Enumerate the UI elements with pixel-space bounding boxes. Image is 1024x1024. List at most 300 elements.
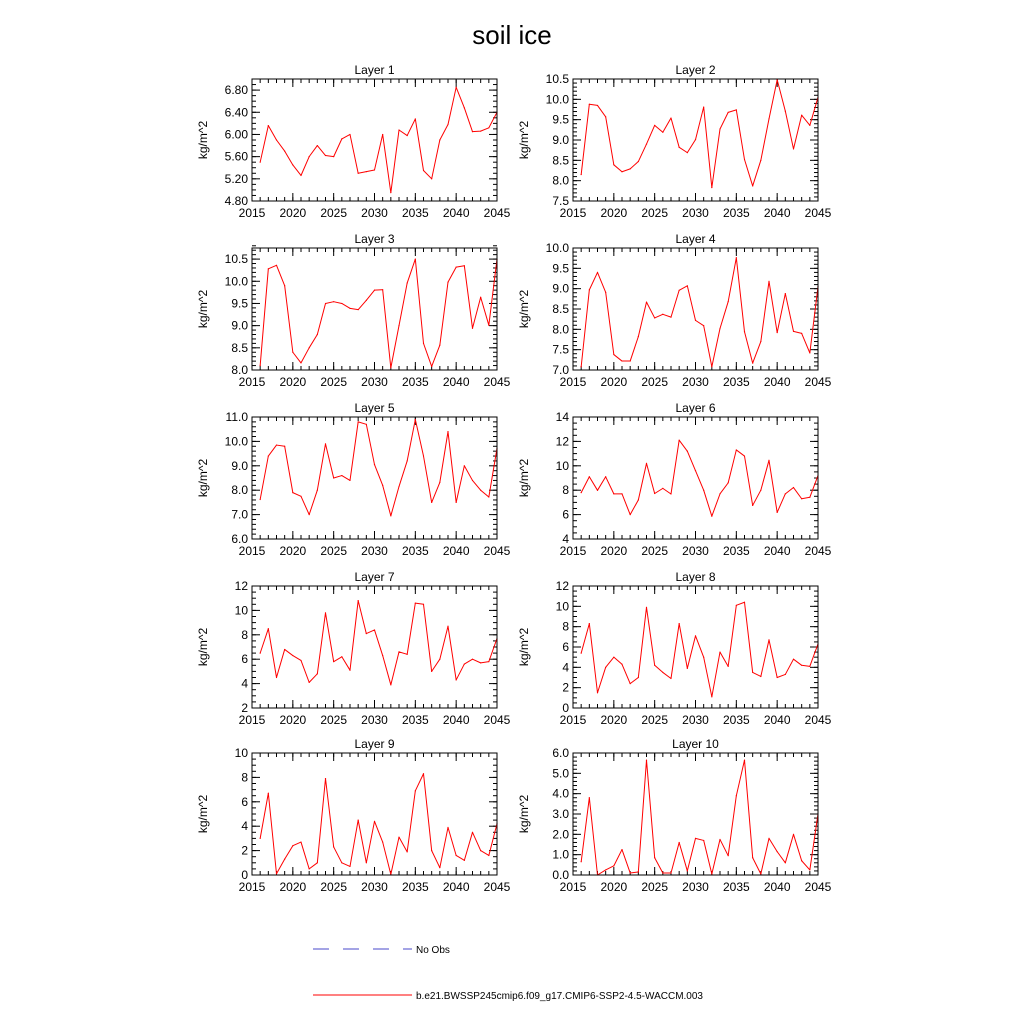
- data-point: [785, 862, 786, 863]
- data-point: [431, 671, 432, 672]
- y-tick-label: 0: [562, 701, 569, 715]
- series-line: [581, 258, 818, 367]
- data-point: [447, 282, 448, 283]
- y-tick-label: 6: [241, 652, 248, 667]
- y-tick-label: 12: [234, 579, 248, 593]
- y-axis-label: kg/m^2: [196, 458, 210, 498]
- data-point: [719, 128, 720, 129]
- data-point: [456, 679, 457, 680]
- data-point: [390, 684, 391, 685]
- x-tick-label: 2020: [600, 375, 628, 389]
- x-tick-label: 2025: [320, 375, 348, 389]
- data-point: [341, 656, 342, 657]
- y-tick-label: 7.5: [552, 342, 569, 357]
- data-point: [801, 498, 802, 499]
- data-point: [654, 857, 655, 858]
- data-point: [439, 345, 440, 346]
- panel-layer-7: [196, 570, 511, 727]
- y-tick-label: 4.0: [552, 786, 569, 801]
- x-tick-label: 2015: [559, 544, 587, 558]
- plot-frame: [252, 417, 497, 539]
- data-point: [638, 677, 639, 678]
- data-point: [736, 795, 737, 796]
- panel-title: Layer 8: [675, 570, 716, 584]
- data-point: [480, 490, 481, 491]
- data-point: [662, 488, 663, 489]
- data-point: [309, 514, 310, 515]
- data-point: [398, 486, 399, 487]
- data-point: [728, 112, 729, 113]
- data-point: [793, 331, 794, 332]
- data-point: [480, 297, 481, 298]
- data-point: [581, 861, 582, 862]
- panel-title: Layer 10: [672, 737, 719, 751]
- x-tick-label: 2020: [279, 713, 307, 727]
- data-point: [744, 760, 745, 761]
- data-point: [431, 178, 432, 179]
- data-point: [374, 290, 375, 291]
- data-point: [276, 139, 277, 140]
- data-point: [488, 855, 489, 856]
- x-tick-label: 2015: [559, 206, 587, 220]
- data-point: [646, 301, 647, 302]
- data-point: [670, 493, 671, 494]
- data-point: [423, 604, 424, 605]
- x-tick-label: 2045: [804, 206, 832, 220]
- data-point: [407, 654, 408, 655]
- data-point: [292, 164, 293, 165]
- data-point: [679, 440, 680, 441]
- data-point: [687, 870, 688, 871]
- series-line: [260, 774, 497, 875]
- data-point: [439, 867, 440, 868]
- y-tick-label: 10: [234, 746, 248, 760]
- data-point: [382, 655, 383, 656]
- data-point: [777, 332, 778, 333]
- data-point: [670, 117, 671, 118]
- data-point: [760, 341, 761, 342]
- x-tick-label: 2020: [279, 880, 307, 894]
- data-point: [621, 493, 622, 494]
- data-point: [325, 443, 326, 444]
- plot-frame: [573, 417, 818, 539]
- data-point: [793, 148, 794, 149]
- legend-no-obs-label: No Obs: [416, 945, 450, 956]
- x-tick-label: 2035: [722, 375, 750, 389]
- y-tick-label: 7.0: [231, 507, 248, 522]
- y-tick-label: 7.5: [552, 194, 569, 208]
- y-tick-label: 0: [241, 868, 248, 882]
- data-point: [439, 139, 440, 140]
- panel-layer-3: [196, 232, 511, 389]
- x-tick-label: 2045: [483, 375, 511, 389]
- data-point: [464, 663, 465, 664]
- data-point: [333, 156, 334, 157]
- data-point: [581, 492, 582, 493]
- data-point: [423, 773, 424, 774]
- data-point: [300, 496, 301, 497]
- y-tick-label: 5.0: [552, 766, 569, 781]
- data-point: [785, 493, 786, 494]
- y-tick-label: 7.0: [552, 363, 569, 377]
- x-tick-label: 2040: [763, 880, 791, 894]
- data-point: [456, 855, 457, 856]
- y-tick-label: 6: [241, 794, 248, 809]
- data-point: [447, 124, 448, 125]
- data-point: [752, 672, 753, 673]
- data-point: [744, 455, 745, 456]
- data-point: [292, 655, 293, 656]
- data-point: [415, 118, 416, 119]
- data-point: [736, 449, 737, 450]
- panel-title: Layer 4: [675, 232, 716, 246]
- x-tick-label: 2015: [238, 375, 266, 389]
- panel-title: Layer 2: [675, 63, 716, 77]
- plot-frame: [573, 248, 818, 370]
- x-tick-label: 2015: [238, 713, 266, 727]
- data-point: [366, 633, 367, 634]
- x-tick-label: 2030: [682, 713, 709, 727]
- y-tick-label: 10.5: [545, 72, 569, 86]
- data-point: [268, 628, 269, 629]
- panel-title: Layer 5: [354, 401, 395, 415]
- data-point: [480, 850, 481, 851]
- data-point: [431, 502, 432, 503]
- data-point: [415, 790, 416, 791]
- data-point: [300, 362, 301, 363]
- x-tick-label: 2015: [238, 206, 266, 220]
- data-point: [472, 328, 473, 329]
- data-point: [687, 451, 688, 452]
- x-tick-label: 2030: [682, 880, 709, 894]
- data-point: [382, 485, 383, 486]
- data-point: [613, 354, 614, 355]
- y-axis-label: kg/m^2: [517, 120, 531, 160]
- y-tick-label: 8: [562, 483, 569, 498]
- y-tick-label: 6.0: [231, 532, 248, 546]
- data-point: [423, 343, 424, 344]
- data-point: [719, 493, 720, 494]
- data-point: [589, 289, 590, 290]
- y-tick-label: 9.5: [231, 296, 248, 311]
- panel-layer-1: [196, 63, 511, 220]
- data-point: [793, 834, 794, 835]
- data-point: [793, 487, 794, 488]
- panel-title: Layer 6: [675, 401, 716, 415]
- x-tick-label: 2040: [442, 206, 470, 220]
- data-point: [472, 131, 473, 132]
- x-tick-label: 2040: [442, 375, 470, 389]
- data-point: [333, 477, 334, 478]
- data-point: [260, 653, 261, 654]
- y-tick-label: 6.00: [224, 127, 248, 142]
- panel-layer-9: [196, 737, 511, 894]
- legend: [313, 945, 703, 1002]
- data-point: [276, 265, 277, 266]
- data-point: [358, 309, 359, 310]
- data-point: [695, 139, 696, 140]
- y-tick-label: 8: [241, 627, 248, 642]
- data-point: [646, 607, 647, 608]
- data-point: [268, 268, 269, 269]
- data-point: [638, 499, 639, 500]
- data-point: [488, 496, 489, 497]
- data-point: [268, 793, 269, 794]
- x-tick-label: 2045: [804, 375, 832, 389]
- panel-title: Layer 7: [354, 570, 395, 584]
- panel-title: Layer 9: [354, 737, 395, 751]
- y-axis-label: kg/m^2: [196, 794, 210, 834]
- x-tick-label: 2035: [401, 880, 429, 894]
- x-tick-label: 2030: [682, 206, 709, 220]
- y-tick-label: 11.0: [225, 410, 248, 424]
- data-point: [284, 859, 285, 860]
- data-point: [670, 678, 671, 679]
- data-point: [488, 127, 489, 128]
- x-tick-label: 2025: [320, 880, 348, 894]
- x-tick-label: 2025: [641, 206, 669, 220]
- data-point: [349, 134, 350, 135]
- y-axis-label: kg/m^2: [196, 289, 210, 329]
- data-point: [768, 639, 769, 640]
- x-tick-label: 2040: [442, 544, 470, 558]
- data-point: [382, 289, 383, 290]
- x-tick-label: 2030: [361, 206, 388, 220]
- data-point: [793, 659, 794, 660]
- data-point: [268, 455, 269, 456]
- data-point: [260, 365, 261, 366]
- data-point: [687, 285, 688, 286]
- data-point: [711, 696, 712, 697]
- x-tick-label: 2015: [559, 880, 587, 894]
- y-tick-label: 9.0: [231, 318, 248, 333]
- data-point: [276, 677, 277, 678]
- data-point: [317, 490, 318, 491]
- x-tick-label: 2030: [361, 375, 388, 389]
- data-point: [366, 171, 367, 172]
- data-point: [679, 623, 680, 624]
- x-tick-label: 2020: [600, 713, 628, 727]
- data-point: [785, 293, 786, 294]
- y-tick-label: 4: [562, 532, 569, 546]
- data-point: [613, 493, 614, 494]
- data-point: [597, 490, 598, 491]
- data-point: [472, 832, 473, 833]
- data-point: [358, 421, 359, 422]
- y-tick-label: 4: [241, 676, 248, 691]
- y-tick-label: 2: [241, 843, 248, 858]
- data-point: [456, 502, 457, 503]
- x-tick-label: 2015: [238, 880, 266, 894]
- data-point: [621, 849, 622, 850]
- x-tick-label: 2035: [401, 375, 429, 389]
- x-tick-label: 2035: [401, 206, 429, 220]
- data-point: [646, 463, 647, 464]
- data-point: [744, 331, 745, 332]
- y-tick-label: 4: [562, 660, 569, 675]
- data-point: [638, 336, 639, 337]
- data-point: [744, 159, 745, 160]
- data-point: [358, 173, 359, 174]
- x-tick-label: 2040: [763, 713, 791, 727]
- y-tick-label: 6: [562, 507, 569, 522]
- data-point: [589, 476, 590, 477]
- x-tick-label: 2030: [682, 375, 709, 389]
- data-point: [325, 303, 326, 304]
- data-point: [309, 868, 310, 869]
- data-point: [464, 465, 465, 466]
- data-point: [317, 862, 318, 863]
- y-tick-label: 8.5: [552, 153, 569, 168]
- data-point: [752, 505, 753, 506]
- data-point: [431, 850, 432, 851]
- data-point: [480, 131, 481, 132]
- data-point: [597, 692, 598, 693]
- data-point: [728, 301, 729, 302]
- y-tick-label: 6.40: [224, 105, 248, 120]
- data-point: [719, 839, 720, 840]
- data-point: [621, 360, 622, 361]
- data-point: [728, 482, 729, 483]
- data-point: [760, 490, 761, 491]
- data-point: [407, 851, 408, 852]
- x-tick-label: 2025: [320, 544, 348, 558]
- data-point: [268, 125, 269, 126]
- y-tick-label: 8.5: [231, 340, 248, 355]
- data-point: [687, 152, 688, 153]
- panel-layer-4: [517, 232, 832, 389]
- x-tick-label: 2020: [279, 375, 307, 389]
- data-point: [687, 668, 688, 669]
- data-point: [605, 292, 606, 293]
- data-point: [300, 841, 301, 842]
- data-point: [447, 431, 448, 432]
- data-point: [809, 666, 810, 667]
- figure-title: soil ice: [472, 20, 552, 50]
- data-point: [679, 290, 680, 291]
- data-point: [349, 308, 350, 309]
- data-point: [300, 175, 301, 176]
- y-tick-label: 2.0: [552, 827, 569, 842]
- data-point: [325, 612, 326, 613]
- data-point: [703, 490, 704, 491]
- plot-frame: [252, 586, 497, 708]
- x-tick-label: 2030: [361, 880, 388, 894]
- x-tick-label: 2040: [763, 206, 791, 220]
- legend-model-label: b.e21.BWSSP245cmip6.f09_g17.CMIP6-SSP2-4.5-WACCM.003: [416, 991, 703, 1002]
- x-tick-label: 2030: [361, 713, 388, 727]
- x-tick-label: 2020: [600, 880, 628, 894]
- data-point: [801, 115, 802, 116]
- data-point: [597, 105, 598, 106]
- y-tick-label: 9.0: [552, 133, 569, 147]
- x-tick-label: 2025: [320, 713, 348, 727]
- data-point: [719, 651, 720, 652]
- data-point: [488, 325, 489, 326]
- data-point: [809, 497, 810, 498]
- y-tick-label: 5.60: [224, 149, 248, 164]
- data-point: [407, 282, 408, 283]
- data-point: [447, 626, 448, 627]
- data-point: [597, 272, 598, 273]
- data-point: [415, 419, 416, 420]
- y-tick-label: 6: [562, 640, 569, 654]
- data-point: [390, 192, 391, 193]
- data-point: [260, 162, 261, 163]
- data-point: [711, 873, 712, 874]
- y-tick-label: 8: [241, 770, 248, 785]
- data-point: [630, 872, 631, 873]
- data-point: [703, 840, 704, 841]
- data-point: [333, 301, 334, 302]
- data-point: [711, 516, 712, 517]
- x-tick-label: 2035: [722, 544, 750, 558]
- data-point: [809, 869, 810, 870]
- data-point: [581, 366, 582, 367]
- x-tick-label: 2040: [763, 375, 791, 389]
- series-line: [581, 440, 818, 516]
- y-tick-label: 10.0: [224, 434, 248, 449]
- y-axis-label: kg/m^2: [517, 627, 531, 667]
- data-point: [341, 303, 342, 304]
- panel-layer-6: [517, 401, 832, 558]
- data-point: [276, 444, 277, 445]
- data-point: [785, 674, 786, 675]
- data-point: [589, 104, 590, 105]
- panels-group: [196, 63, 832, 894]
- panel-layer-2: [517, 63, 832, 220]
- data-point: [374, 629, 375, 630]
- data-point: [613, 657, 614, 658]
- panel-layer-8: [517, 570, 832, 727]
- data-point: [695, 320, 696, 321]
- data-point: [760, 873, 761, 874]
- x-tick-label: 2045: [804, 713, 832, 727]
- data-point: [719, 328, 720, 329]
- data-point: [366, 424, 367, 425]
- data-point: [456, 266, 457, 267]
- plot-frame: [573, 586, 818, 708]
- data-point: [317, 334, 318, 335]
- data-point: [341, 138, 342, 139]
- series-line: [260, 87, 497, 192]
- x-tick-label: 2025: [320, 206, 348, 220]
- data-point: [695, 635, 696, 636]
- data-point: [801, 860, 802, 861]
- y-tick-label: 9.0: [231, 458, 248, 473]
- data-point: [464, 860, 465, 861]
- y-tick-label: 8.0: [231, 483, 248, 498]
- x-tick-label: 2030: [361, 544, 388, 558]
- data-point: [768, 118, 769, 119]
- data-point: [711, 366, 712, 367]
- data-point: [662, 132, 663, 133]
- data-point: [407, 135, 408, 136]
- data-point: [309, 682, 310, 683]
- y-tick-label: 3.0: [552, 807, 569, 821]
- data-point: [480, 662, 481, 663]
- data-point: [695, 470, 696, 471]
- data-point: [447, 827, 448, 828]
- data-point: [809, 352, 810, 353]
- plot-frame: [252, 753, 497, 875]
- data-point: [581, 174, 582, 175]
- data-point: [398, 837, 399, 838]
- y-tick-label: 8.0: [231, 363, 248, 377]
- y-axis-label: kg/m^2: [196, 120, 210, 160]
- data-point: [382, 841, 383, 842]
- data-point: [605, 667, 606, 668]
